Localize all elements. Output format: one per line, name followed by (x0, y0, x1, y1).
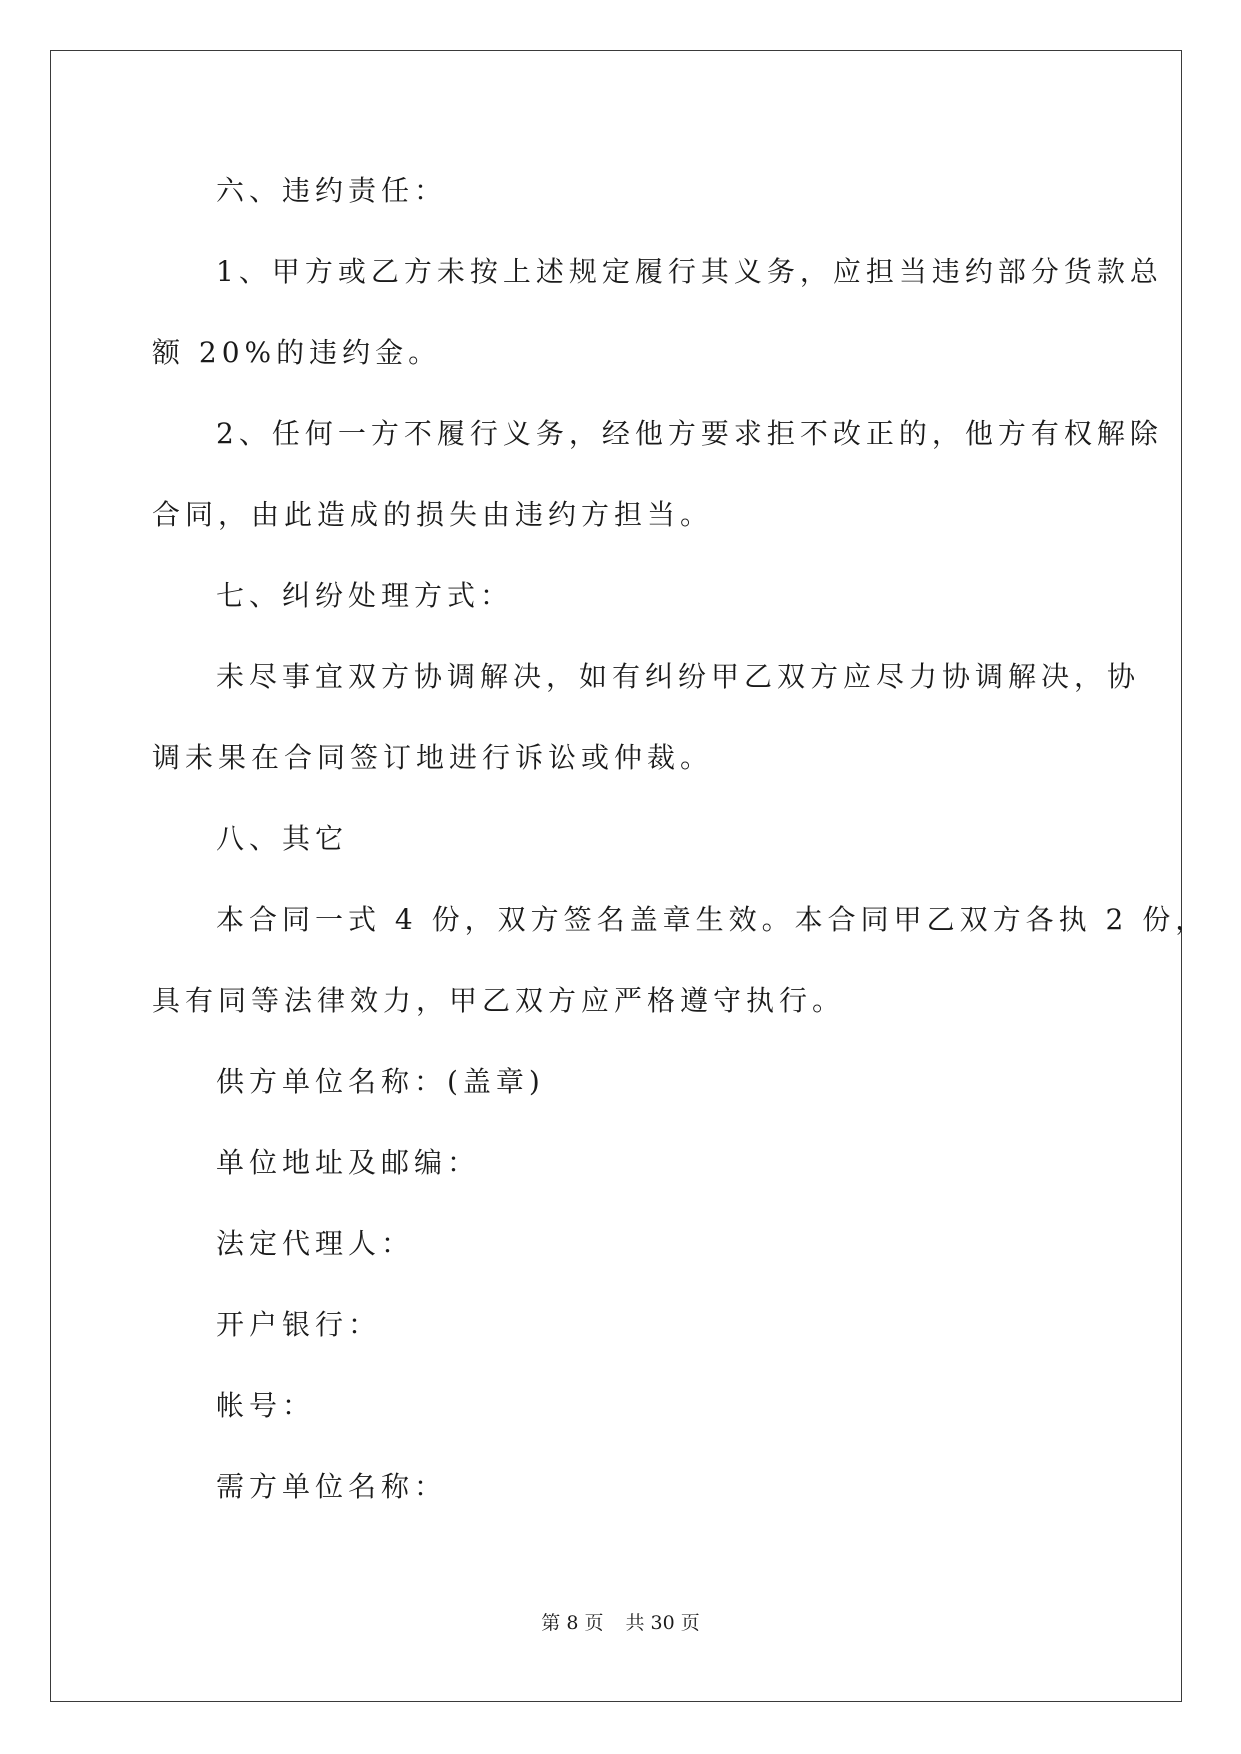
paragraph-line: 本合同一式 4 份，双方签名盖章生效。本合同甲乙双方各执 2 份， (216, 903, 1209, 936)
legal-agent-field: 法定代理人： (216, 1227, 415, 1260)
paragraph-line: 1、甲方或乙方未按上述规定履行其义务，应担当违约部分货款总 (216, 255, 1163, 288)
paragraph-line: 额 20%的违约金。 (152, 336, 442, 369)
buyer-name-field: 需方单位名称： (216, 1470, 448, 1503)
address-field: 单位地址及邮编： (216, 1146, 481, 1179)
account-field: 帐号： (216, 1389, 316, 1422)
page-total: 共 30 页 (625, 1612, 700, 1634)
section-heading-dispute: 七、纠纷处理方式： (216, 579, 514, 612)
paragraph-line: 合同，由此造成的损失由违约方担当。 (152, 498, 714, 531)
bank-field: 开户银行： (216, 1308, 382, 1341)
supplier-name-field: 供方单位名称：(盖章) (216, 1065, 545, 1098)
page-number: 第 8 页 (541, 1612, 604, 1634)
paragraph-line: 调未果在合同签订地进行诉讼或仲裁。 (152, 741, 714, 774)
section-heading-breach: 六、违约责任： (216, 174, 448, 207)
page-footer (0, 1608, 1241, 1635)
paragraph-line: 2、任何一方不履行义务，经他方要求拒不改正的，他方有权解除 (216, 417, 1163, 450)
paragraph-line: 具有同等法律效力，甲乙双方应严格遵守执行。 (152, 984, 846, 1017)
paragraph-line: 未尽事宜双方协调解决，如有纠纷甲乙双方应尽力协调解决，协 (216, 660, 1141, 693)
page-border (50, 50, 1182, 1702)
section-heading-other: 八、其它 (216, 822, 349, 855)
